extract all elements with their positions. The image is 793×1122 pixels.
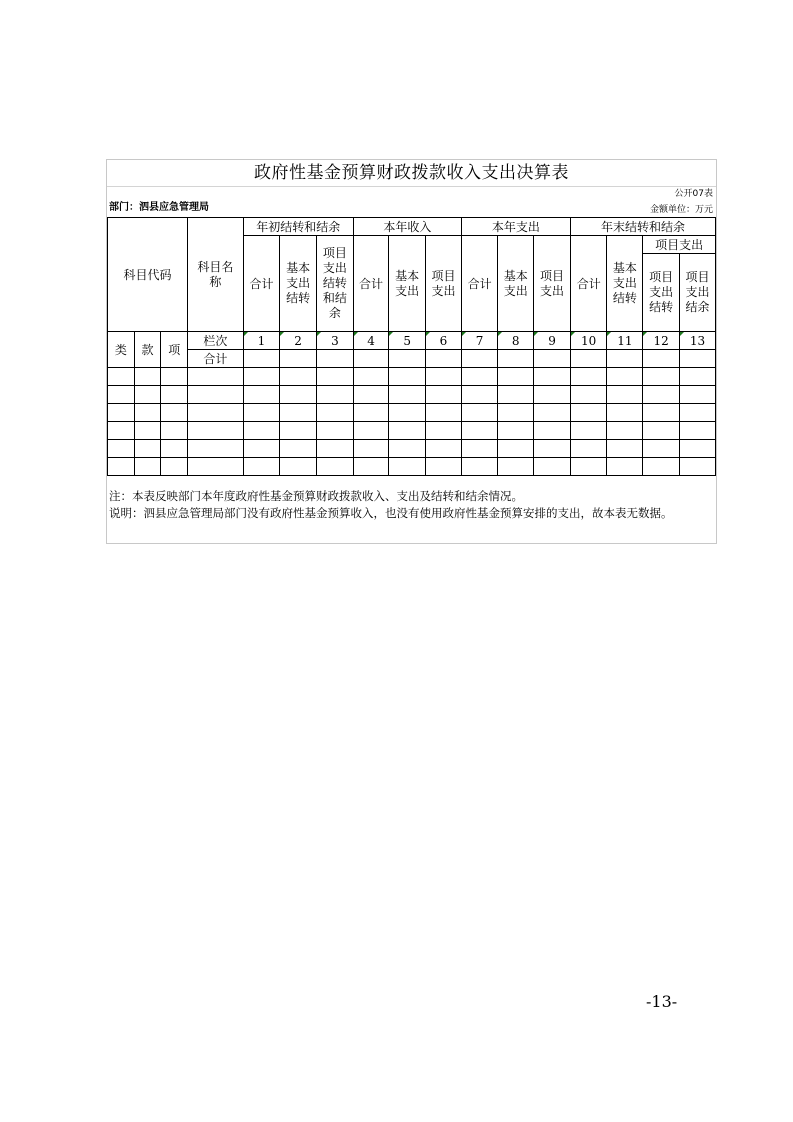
table-cell [643,404,680,422]
table-cell [243,458,279,476]
table-cell [188,386,244,404]
table-cell [534,368,571,386]
table-cell [461,440,497,458]
table-cell [426,386,462,404]
subject-name-text: 科目名称 [197,259,234,289]
table-cell [534,386,571,404]
income-total-header: 合计 [353,236,389,332]
report-title: 政府性基金预算财政拨款收入支出决算表 [107,160,716,187]
begin-basic-carry-header [280,236,317,332]
table-cell [498,422,534,440]
budget-table [107,217,716,476]
table-cell [317,350,354,368]
table-cell [680,386,716,404]
column-number: 11 [607,332,643,350]
table-cell [461,458,497,476]
expense-basic-text: 基本支出 [503,268,528,298]
end-project-expense-header: 项目支出 [643,236,716,254]
table-cell [108,368,135,386]
table-cell [461,422,497,440]
table-cell [389,440,426,458]
table-cell [108,440,135,458]
column-number: 13 [680,332,716,350]
table-cell [534,440,571,458]
table-row [108,368,716,386]
table-cell [607,386,643,404]
table-cell [280,386,317,404]
table-cell [317,404,354,422]
table-cell [280,422,317,440]
table-cell [461,368,497,386]
table-cell [461,386,497,404]
table-cell [353,368,389,386]
table-cell [643,386,680,404]
table-cell [243,350,279,368]
note-text: 注：本表反映部门本年度政府性基金预算财政拨款收入、支出及结转和结余情况。 [109,489,523,503]
table-cell [188,368,244,386]
column-number: 9 [534,332,571,350]
column-number: 3 [317,332,354,350]
income-project-text: 项目支出 [431,268,456,298]
table-row [108,404,716,422]
subject-name-header [188,218,244,332]
table-cell [161,458,188,476]
table-cell [426,458,462,476]
table-cell [389,458,426,476]
table-cell [498,386,534,404]
end-project-carry-header [643,254,680,332]
table-cell [161,368,188,386]
column-index-label: 栏次 [188,332,244,350]
table-cell [643,458,680,476]
table-cell [243,440,279,458]
table-cell [353,440,389,458]
table-cell [161,404,188,422]
table-cell [498,458,534,476]
table-row [108,422,716,440]
column-number: 6 [426,332,462,350]
table-cell [353,458,389,476]
kuan-header: 款 [134,332,161,368]
end-total-header: 合计 [570,236,607,332]
table-cell [643,368,680,386]
table-cell [607,350,643,368]
table-cell [134,422,161,440]
end-project-balance-header [680,254,716,332]
end-project-carry-text: 项目支出结转 [649,270,674,314]
expense-project-header [534,236,571,332]
table-cell [280,404,317,422]
table-cell [108,422,135,440]
table-cell [570,458,607,476]
table-cell [426,404,462,422]
table-cell [534,458,571,476]
table-cell [643,440,680,458]
income-basic-text: 基本支出 [395,268,420,298]
table-cell [680,458,716,476]
column-number: 4 [353,332,389,350]
table-cell [108,386,135,404]
table-cell [426,368,462,386]
column-number: 1 [243,332,279,350]
table-cell [570,368,607,386]
income-header: 本年收入 [353,218,461,236]
table-cell [353,422,389,440]
table-cell [317,422,354,440]
table-cell [389,404,426,422]
table-cell [461,350,497,368]
table-cell [389,422,426,440]
column-number: 8 [498,332,534,350]
table-cell [353,404,389,422]
table-cell [680,350,716,368]
table-cell [607,404,643,422]
table-cell [353,350,389,368]
table-cell [680,422,716,440]
table-cell [389,350,426,368]
table-cell [498,368,534,386]
table-cell [643,422,680,440]
table-cell [389,368,426,386]
income-basic-header [389,236,426,332]
table-cell [280,440,317,458]
end-basic-carry-header [607,236,643,332]
table-cell [607,422,643,440]
table-cell [188,422,244,440]
table-cell [570,422,607,440]
table-cell [280,368,317,386]
table-cell [643,350,680,368]
begin-project-carry-balance-header [317,236,354,332]
table-cell [680,440,716,458]
table-code: 公开07表 [674,189,713,199]
subject-code-header: 科目代码 [108,218,188,332]
column-number: 5 [389,332,426,350]
table-cell [188,440,244,458]
table-cell [134,458,161,476]
table-cell [188,404,244,422]
table-cell [498,440,534,458]
table-cell [426,440,462,458]
table-cell [534,404,571,422]
table-cell [570,386,607,404]
table-cell [534,350,571,368]
notes [109,488,712,522]
table-cell [426,422,462,440]
table-cell [534,422,571,440]
xiang-header: 项 [161,332,188,368]
table-cell [108,458,135,476]
table-cell [243,368,279,386]
table-cell [353,386,389,404]
amount-unit: 金额单位：万元 [649,205,713,215]
begin-total-header: 合计 [243,236,279,332]
table-cell [426,350,462,368]
table-cell [134,386,161,404]
income-project-header [426,236,462,332]
lei-header: 类 [108,332,135,368]
table-cell [570,440,607,458]
table-cell [570,404,607,422]
table-cell [389,386,426,404]
begin-project-carry-balance-text: 项目支出结转和结余 [322,246,347,320]
table-row [108,440,716,458]
table-cell [317,386,354,404]
table-cell [161,422,188,440]
table-cell [188,458,244,476]
page-number: -13- [646,992,678,1011]
table-cell [680,404,716,422]
table-cell [498,350,534,368]
table-cell [607,440,643,458]
end-project-balance-text: 项目支出结余 [685,270,710,314]
table-cell [134,440,161,458]
table-cell [498,404,534,422]
table-cell [280,350,317,368]
sum-row-label: 合计 [188,350,244,368]
expense-project-text: 项目支出 [540,268,565,298]
table-cell [570,350,607,368]
expense-header: 本年支出 [461,218,570,236]
table-cell [243,386,279,404]
table-cell [108,404,135,422]
end-balance-header: 年末结转和结余 [570,218,715,236]
begin-balance-header: 年初结转和结余 [243,218,353,236]
table-cell [134,368,161,386]
explanation-text: 说明：泗县应急管理局部门没有政府性基金预算收入，也没有使用政府性基金预算安排的支出，故本表无数据。 [109,506,673,520]
end-basic-carry-text: 基本支出结转 [612,261,637,305]
table-cell [161,440,188,458]
table-cell [243,422,279,440]
table-cell [607,458,643,476]
table-cell [280,458,317,476]
table-cell [317,440,354,458]
column-number: 2 [280,332,317,350]
department-label: 部门：泗县应急管理局 [109,202,209,213]
column-number: 12 [643,332,680,350]
table-cell [680,368,716,386]
expense-basic-header [498,236,534,332]
table-cell [134,404,161,422]
report-sheet [106,159,717,544]
table-cell [607,368,643,386]
expense-total-header: 合计 [461,236,497,332]
table-cell [243,404,279,422]
column-number: 7 [461,332,497,350]
table-cell [461,404,497,422]
table-cell [161,386,188,404]
table-cell [317,368,354,386]
begin-basic-carry-text: 基本支出结转 [286,261,311,305]
table-row [108,386,716,404]
column-number: 10 [570,332,607,350]
table-cell [317,458,354,476]
table-row [108,458,716,476]
